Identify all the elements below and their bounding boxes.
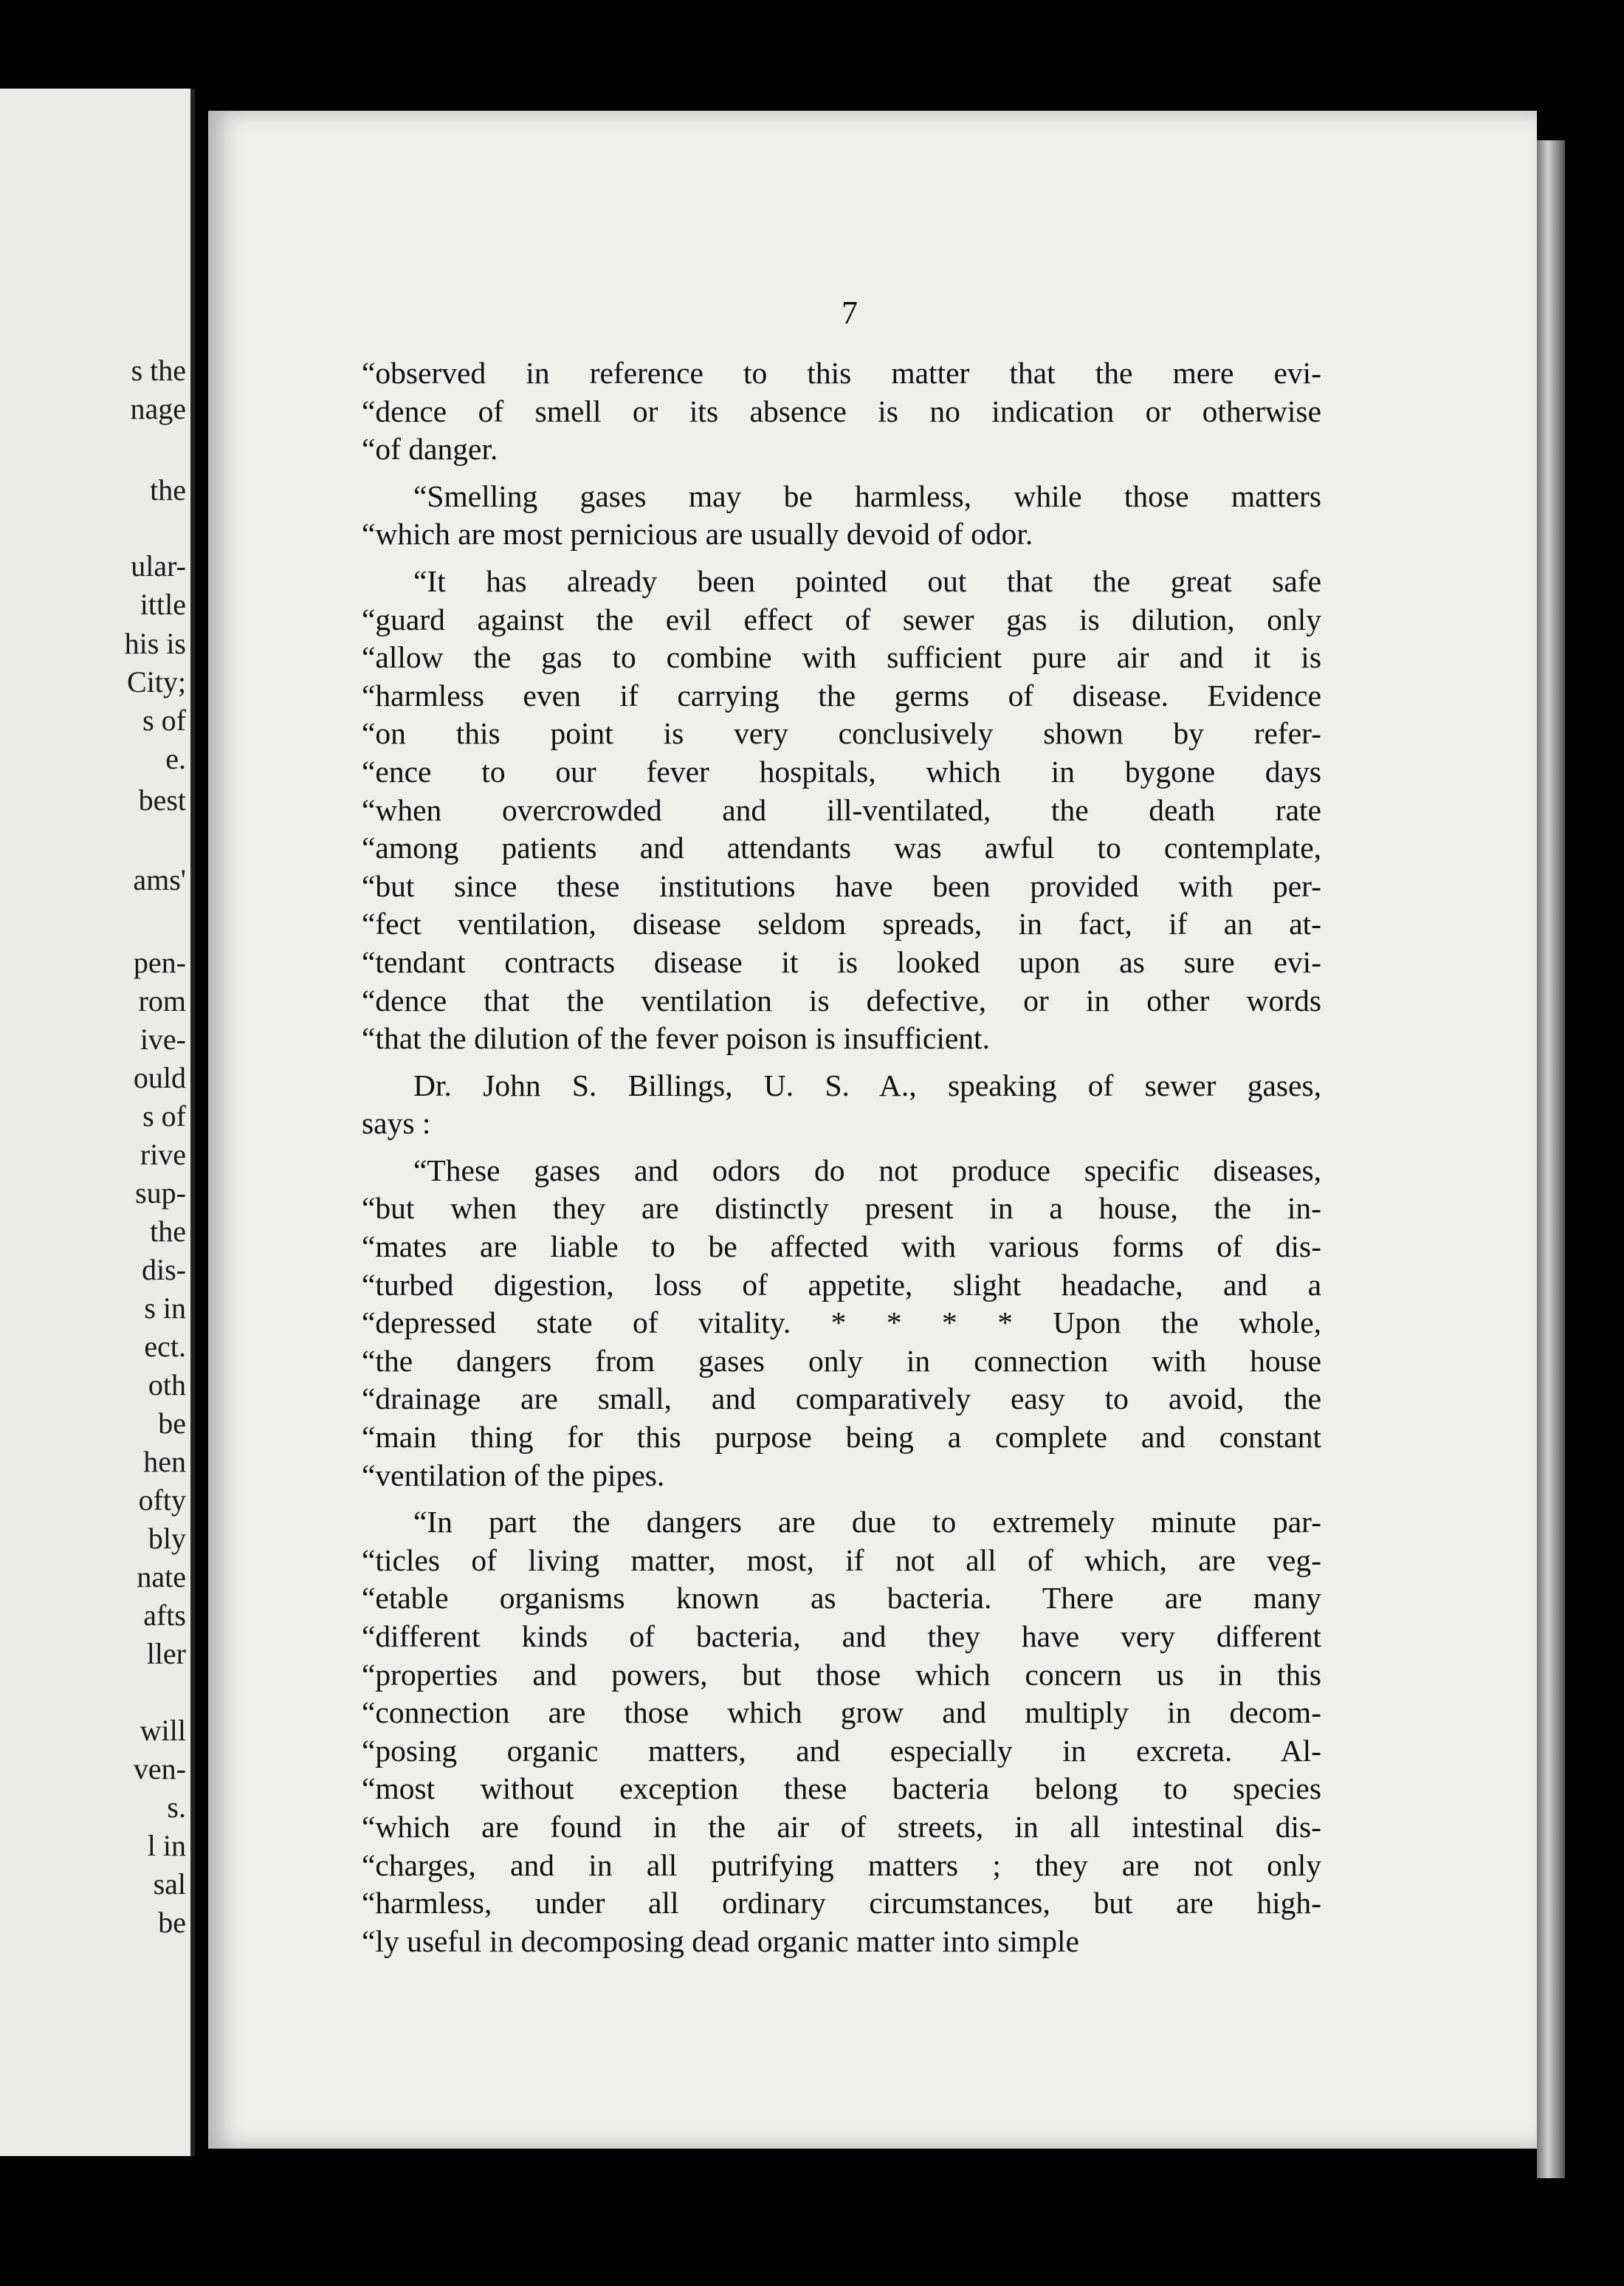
text-line: “mates are liable to be affected with various forms of dis- bbox=[362, 1229, 1321, 1264]
left-page-fragment: ittle bbox=[140, 588, 186, 621]
text-line: “but when they are distinctly present in a house, the in- bbox=[362, 1191, 1321, 1226]
left-page-fragment: nage bbox=[130, 392, 186, 425]
text-line: “most without exception these bacteria belong to species bbox=[362, 1771, 1321, 1806]
text-line: “on this point is very conclusively shown by refer- bbox=[362, 716, 1321, 751]
text-line: “the dangers from gases only in connection with house bbox=[362, 1343, 1321, 1378]
text-line: “dence that the ventilation is defective, or in other words bbox=[362, 983, 1321, 1017]
left-page-fragment: afts bbox=[143, 1599, 186, 1632]
page-number: 7 bbox=[842, 295, 858, 331]
left-page-fragment: his is bbox=[124, 627, 186, 660]
left-page-fragment: l in bbox=[147, 1829, 186, 1862]
left-page-fragment: pen- bbox=[133, 946, 186, 979]
text-line: “dence of smell or its absence is no indication or otherwise bbox=[362, 394, 1321, 428]
text-line: “which are most pernicious are usually devoid of odor. bbox=[362, 517, 1033, 552]
text-line: “depressed state of vitality. * * * * Upon the whole, bbox=[362, 1305, 1321, 1340]
text-line: “of danger. bbox=[362, 432, 498, 467]
text-line: “properties and powers, but those which concern us in this bbox=[362, 1657, 1321, 1692]
left-page-fragment: nate bbox=[137, 1560, 186, 1593]
text-line: “ence to our fever hospitals, which in bygone days bbox=[362, 754, 1321, 789]
text-line: “ticles of living matter, most, if not all of which, are veg- bbox=[362, 1542, 1321, 1577]
text-line: “guard against the evil effect of sewer gas is dilution, only bbox=[362, 602, 1321, 636]
left-page-fragment: ular- bbox=[131, 549, 186, 583]
paragraph bbox=[362, 354, 1321, 469]
left-page-fragment: rive bbox=[140, 1138, 186, 1171]
left-page-fragment: s the bbox=[131, 354, 186, 387]
left-page-fragment: dis- bbox=[142, 1253, 186, 1286]
text-line: “harmless, under all ordinary circumstances, but are high- bbox=[362, 1886, 1321, 1921]
text-line: “when overcrowded and ill-ventilated, the death rate bbox=[362, 792, 1321, 827]
text-line: “turbed digestion, loss of appetite, slight headache, and a bbox=[362, 1267, 1321, 1302]
text-line: “Smelling gases may be harmless, while those matters bbox=[413, 478, 1321, 513]
paragraph bbox=[362, 478, 1321, 554]
left-page-fragment: e. bbox=[165, 742, 186, 775]
text-line: “observed in reference to this matter that the mere evi- bbox=[362, 356, 1321, 390]
left-page-fragment: s of bbox=[142, 704, 186, 737]
text-line: “fect ventilation, disease seldom spreads, in fact, if an at- bbox=[362, 907, 1321, 941]
text-line: “ly useful in decomposing dead organic matter into simple bbox=[362, 1923, 1079, 1958]
text-line: “allow the gas to combine with sufficient pure air and it is bbox=[362, 640, 1321, 675]
left-page-fragment: ould bbox=[133, 1061, 186, 1094]
text-line: “which are found in the air of streets, in all intestinal dis- bbox=[362, 1809, 1321, 1844]
left-page-fragment: s of bbox=[142, 1099, 186, 1133]
left-page-fragment: s in bbox=[144, 1291, 186, 1325]
text-line: “main thing for this purpose being a complete and constant bbox=[362, 1420, 1321, 1455]
text-line: Dr. John S. Billings, U. S. A., speaking of sewer gases, bbox=[413, 1068, 1321, 1102]
left-page bbox=[0, 89, 195, 2156]
text-line: “ventilation of the pipes. bbox=[362, 1458, 665, 1492]
paragraph bbox=[362, 1152, 1321, 1494]
text-line: “drainage are small, and comparatively easy to avoid, the bbox=[362, 1381, 1321, 1416]
text-line: “charges, and in all putrifying matters ; they are not only bbox=[362, 1847, 1321, 1882]
body-text bbox=[362, 354, 1321, 1969]
left-page-fragment: hen bbox=[143, 1445, 186, 1478]
text-line: “tendant contracts disease it is looked upon as sure evi- bbox=[362, 944, 1321, 979]
left-page-fragment: be bbox=[158, 1407, 186, 1440]
left-page-fragment: sup- bbox=[135, 1176, 186, 1209]
text-line: “among patients and attendants was awful to contemplate, bbox=[362, 831, 1321, 865]
left-page-fragment: ive- bbox=[140, 1023, 186, 1056]
text-line: “These gases and odors do not produce specific diseases, bbox=[413, 1153, 1321, 1187]
left-page-fragment: s. bbox=[167, 1791, 186, 1824]
left-page-fragment: ect. bbox=[144, 1330, 186, 1363]
text-line: “harmless even if carrying the germs of disease. Evidence bbox=[362, 678, 1321, 713]
left-page-fragment: will bbox=[140, 1714, 186, 1747]
left-page-fragment: the bbox=[150, 473, 186, 507]
left-page-fragment: bly bbox=[148, 1522, 186, 1555]
left-page-fragment: ofty bbox=[138, 1483, 186, 1517]
left-page-fragment: be bbox=[158, 1906, 186, 1939]
left-page-fragment: best bbox=[138, 783, 186, 817]
text-line: “but since these institutions have been provided with per- bbox=[362, 868, 1321, 903]
left-page-fragment: rom bbox=[138, 984, 186, 1017]
paragraph bbox=[362, 1503, 1321, 1960]
paragraph bbox=[362, 563, 1321, 1058]
left-page-fragment: the bbox=[150, 1215, 186, 1248]
left-page-fragment: ller bbox=[146, 1637, 186, 1670]
paragraph bbox=[362, 1067, 1321, 1143]
left-page-fragment: City; bbox=[126, 665, 186, 698]
text-line: “posing organic matters, and especially in excreta. Al- bbox=[362, 1733, 1321, 1768]
left-page-fragment: sal bbox=[153, 1867, 186, 1901]
text-line: “etable organisms known as bacteria. There are many bbox=[362, 1581, 1321, 1616]
text-line: “that the dilution of the fever poison is insufficient. bbox=[362, 1021, 990, 1056]
text-line: “In part the dangers are due to extremely minute par- bbox=[413, 1505, 1321, 1540]
left-page-fragment: oth bbox=[148, 1368, 186, 1401]
text-line: “It has already been pointed out that the great safe bbox=[413, 563, 1321, 598]
text-line: says : bbox=[362, 1106, 431, 1141]
left-page-fragment: ven- bbox=[133, 1752, 186, 1785]
left-page-fragment: ams' bbox=[133, 863, 186, 896]
page-edge bbox=[1537, 140, 1565, 2178]
text-line: “connection are those which grow and multiply in decom- bbox=[362, 1695, 1321, 1730]
text-line: “different kinds of bacteria, and they have very different bbox=[362, 1619, 1321, 1653]
